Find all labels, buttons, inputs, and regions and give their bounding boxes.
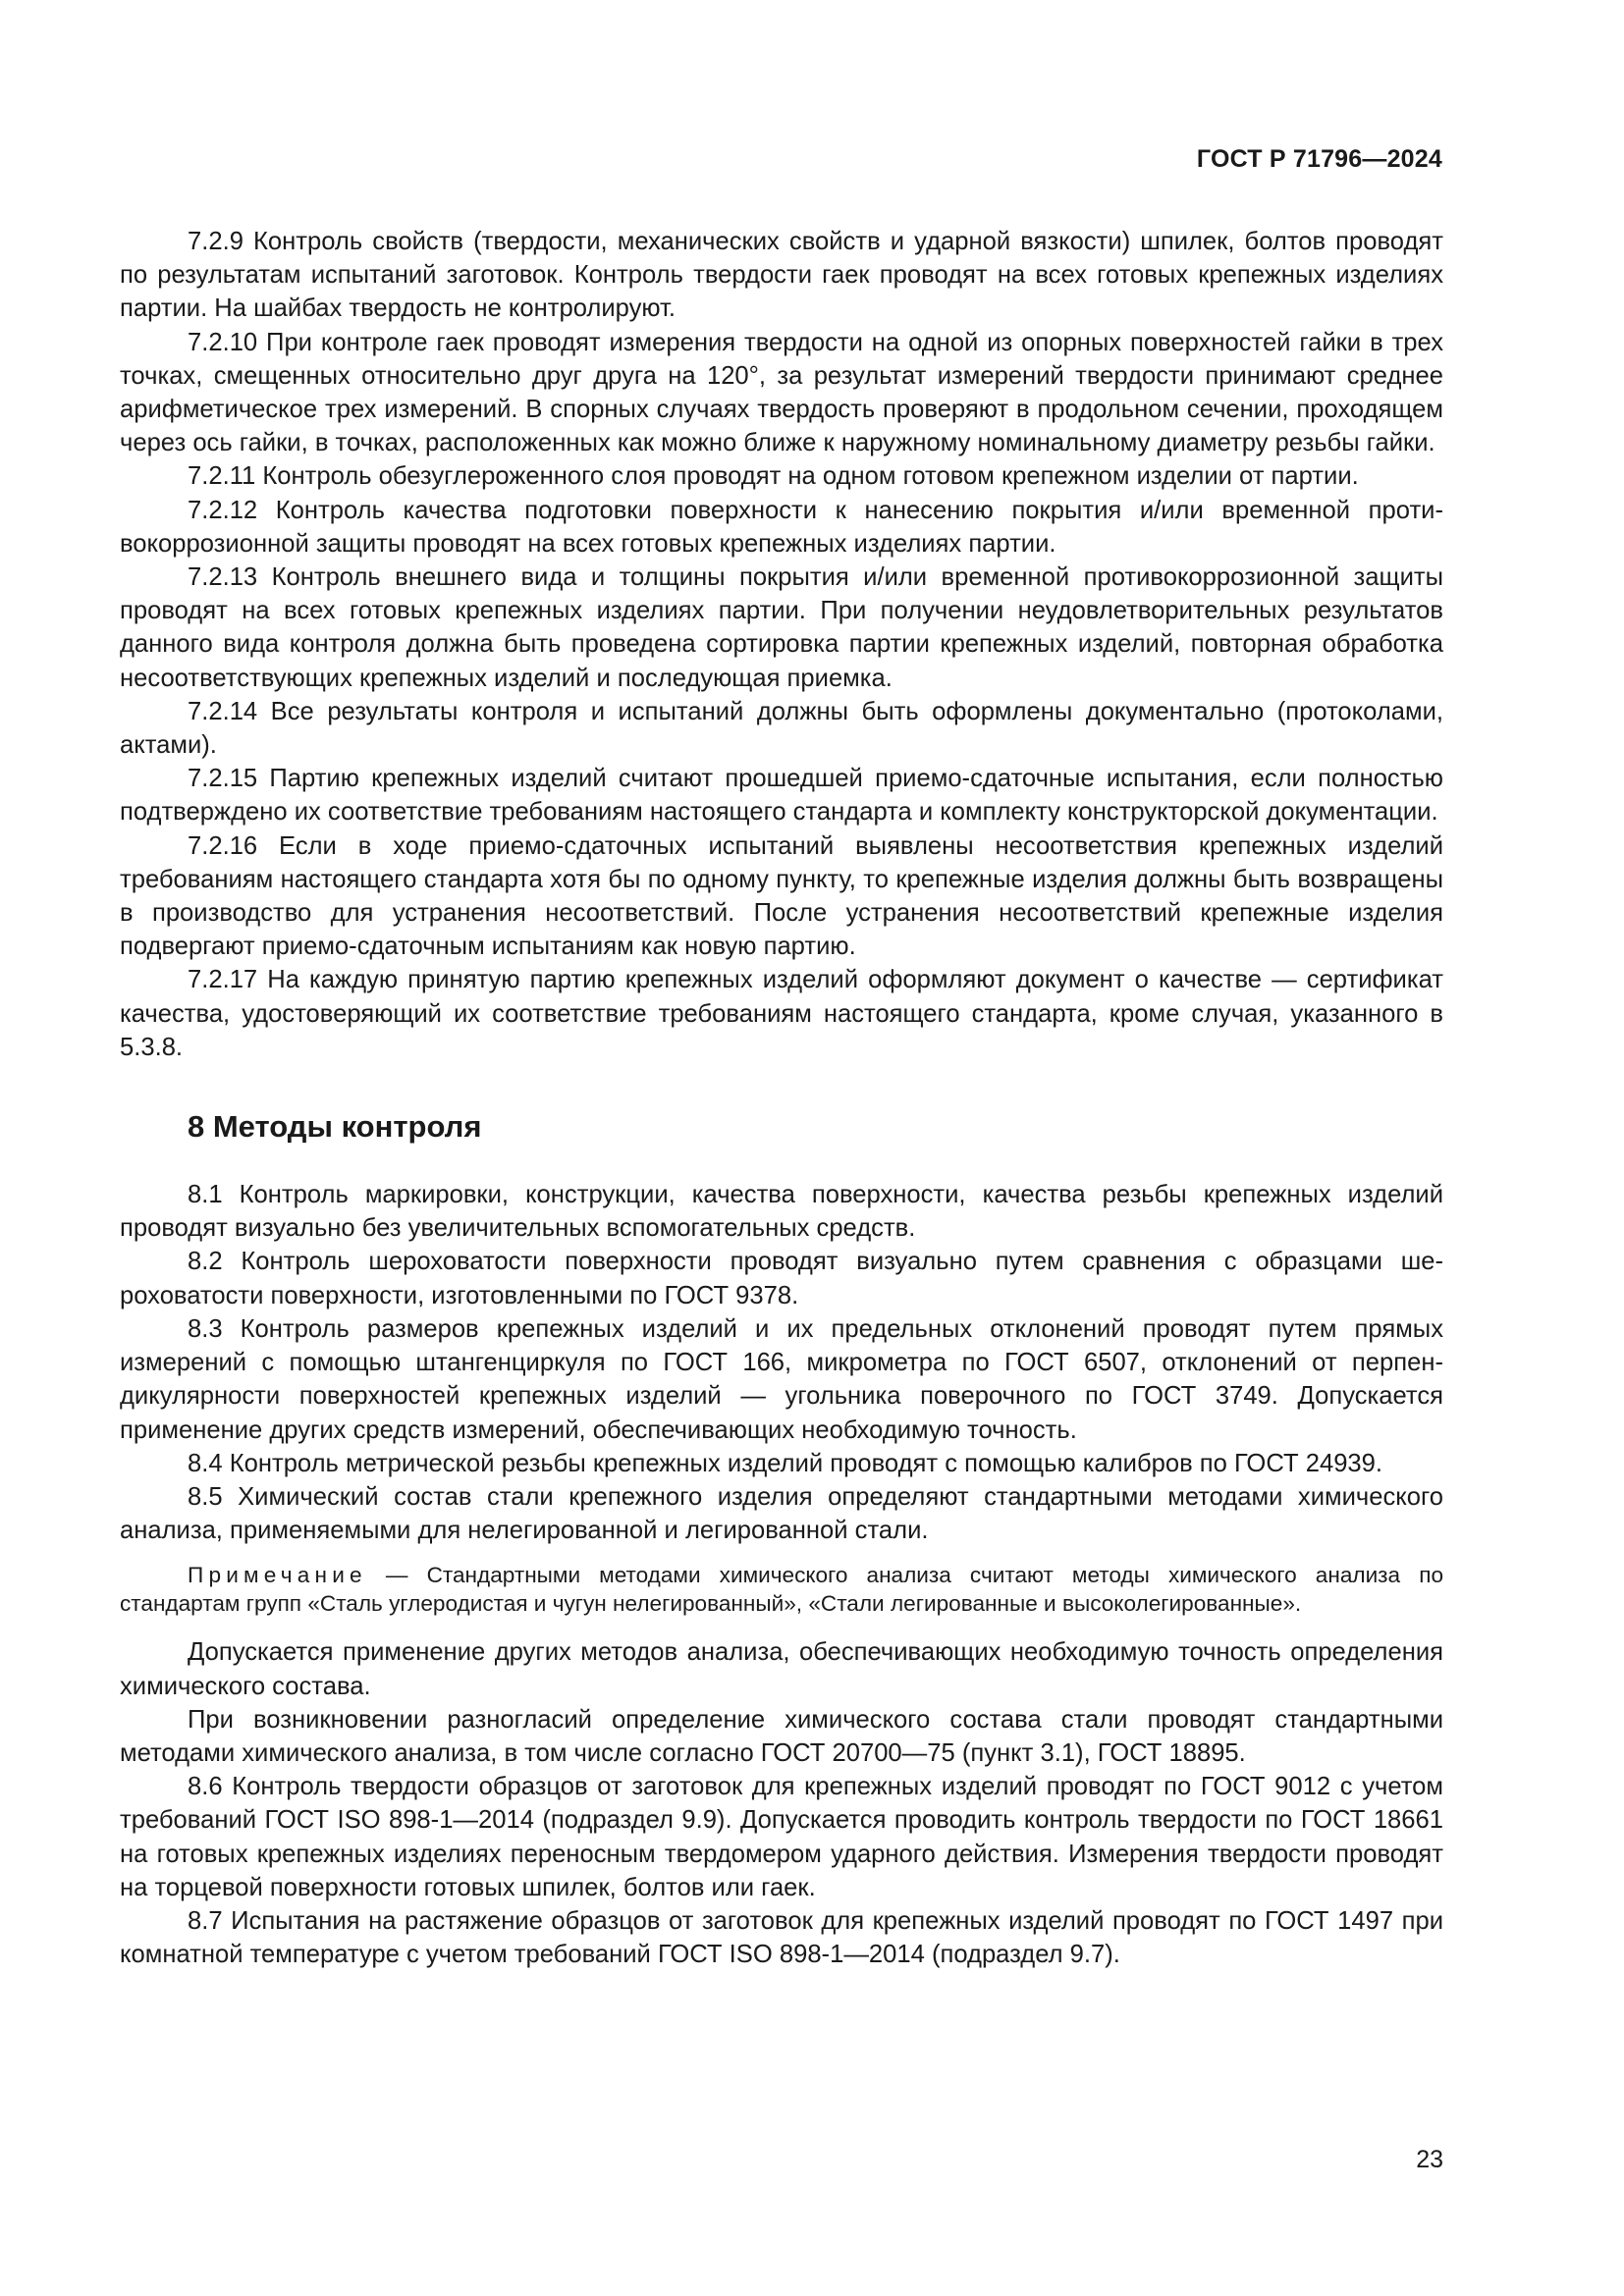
paragraph-7-2-15: 7.2.15 Партию крепежных изделий считают прошедшей приемо-сдаточные испытания, если полностью подтверждено их соответствие требованиям настоящего стандарта и комплекту конструкторской документации. <box>120 765 1443 827</box>
paragraph-7-2-14: 7.2.14 Все результаты контроля и испытаний должны быть оформлены документально (протоколами, актами). <box>120 697 1443 760</box>
paragraph-8-3: 8.3 Контроль размеров крепежных изделий и их предельных отклонений проводят путем прямых измерений с помощью штангенциркуля по ГОСТ 166, микрометра по ГОСТ 6507, отклонений от перпендикулярности поверхностей крепежных изделий — угольника поверочного по ГОСТ 3749. Допускается применение других средств измерений, обеспечивающих необходимую точность. <box>120 1314 1443 1444</box>
paragraph-8-1: 8.1 Контроль маркировки, конструкции, качества поверхности, качества резьбы крепежных изделий проводят визуально без увеличительных вспомогательных средств. <box>120 1181 1443 1243</box>
paragraph-7-2-10: 7.2.10 При контроле гаек проводят измерения твердости на одной из опорных поверхностей гайки в трех точках, смещенных относительно друг друга на 120°, за результат измерений твердости принимают среднее арифметическое трех измерений. В спорных случаях твердость проверяют в продольном сечении, проходящем через ось гайки, в точках, расположенных как можно ближе к наружному номинальному диаметру резьбы гайки. <box>120 328 1443 457</box>
note-label: Примечание <box>188 1563 367 1588</box>
page-content <box>120 225 1443 1971</box>
paragraph-8-5: 8.5 Химический состав стали крепежного изделия определяют стандартными методами химического анализа, применяемыми для нелегированной и легированной стали. <box>120 1482 1443 1545</box>
standard-code-header: ГОСТ Р 71796—2024 <box>1196 145 1442 173</box>
paragraph-other-methods: Допускается применение других методов анализа, обеспечивающих необходимую точность определения химического состава. <box>120 1638 1443 1700</box>
paragraph-7-2-17: 7.2.17 На каждую принятую партию крепежных изделий оформляют документ о качестве — сертификат качества, удостоверяющий их соответствие требованиям настоящего стандарта, кроме случая, указанного в 5.3.8. <box>120 966 1443 1061</box>
page-number: 23 <box>1416 2146 1443 2173</box>
paragraph-7-2-12: 7.2.12 Контроль качества подготовки поверхности к нанесению покрытия и/или временной противокоррозионной защиты проводят на всех готовых крепежных изделиях партии. <box>120 496 1443 558</box>
note <box>120 1561 1443 1618</box>
paragraph-8-7: 8.7 Испытания на растяжение образцов от заготовок для крепежных изделий проводят по ГОСТ 1497 при комнатной температуре с учетом требований ГОСТ ISO 898-1—2014 (подраздел 9.7). <box>120 1906 1443 1969</box>
note-text: — Стандартными методами химического анализа считают методы химического анализа по стандартам групп «Сталь углеродистая и чугун нелегированный», «Стали легированные и высоколегированные». <box>120 1563 1444 1617</box>
paragraph-7-2-16: 7.2.16 Если в ходе приемо-сдаточных испытаний выявлены несоответствия крепежных изделий требованиям настоящего стандарта хотя бы по одному пункту, то крепежные изделия должны быть возвращены в производство для устранения несоответствий. После устранения несоответствий крепежные изделия подвергают приемо-сдаточным испытаниям как новую партию. <box>120 831 1443 961</box>
paragraph-7-2-9: 7.2.9 Контроль свойств (твердости, механических свойств и ударной вязкости) шпилек, болтов проводят по результатам испытаний заготовок. Контроль твердости гаек проводят на всех готовых крепежных изделиях партии. На шайбах твердость не контролируют. <box>120 228 1443 323</box>
paragraph-disagreements: При возникновении разногласий определение химического состава стали проводят стандартными методами химического анализа, в том числе согласно ГОСТ 20700—75 (пункт 3.1), ГОСТ 18895. <box>120 1705 1443 1767</box>
paragraph-8-6: 8.6 Контроль твердости образцов от заготовок для крепежных изделий проводят по ГОСТ 9012 с учетом требований ГОСТ ISO 898-1—2014 (подраздел 9.9). Допускается проводить контроль твердости по ГОСТ 18661 на готовых крепежных изделиях переносным твердомером ударного действия. Измерения твердости проводят на торцевой поверхности готовых шпилек, болтов или гаек. <box>120 1773 1443 1901</box>
paragraph-8-2: 8.2 Контроль шероховатости поверхности проводят визуально путем сравнения с образцами шероховатости поверхности, изготовленными по ГОСТ 9378. <box>120 1248 1443 1309</box>
paragraph-7-2-11: 7.2.11 Контроль обезуглероженного слоя проводят на одном готовом крепежном изделии от партии. <box>188 462 1359 491</box>
paragraph-8-4: 8.4 Контроль метрической резьбы крепежных изделий проводят с помощью калибров по ГОСТ 24939. <box>188 1449 1383 1477</box>
paragraph-7-2-13: 7.2.13 Контроль внешнего вида и толщины покрытия и/или временной противокоррозионной защиты проводят на всех готовых крепежных изделиях партии. При получении неудовлетворительных результатов данного вида контроля должна быть проведена сортировка партии крепежных изделий, повторная обработка несоответствующих крепежных изделий и последующая приемка. <box>120 563 1443 692</box>
section-heading: 8 Методы контроля <box>188 1109 482 1145</box>
